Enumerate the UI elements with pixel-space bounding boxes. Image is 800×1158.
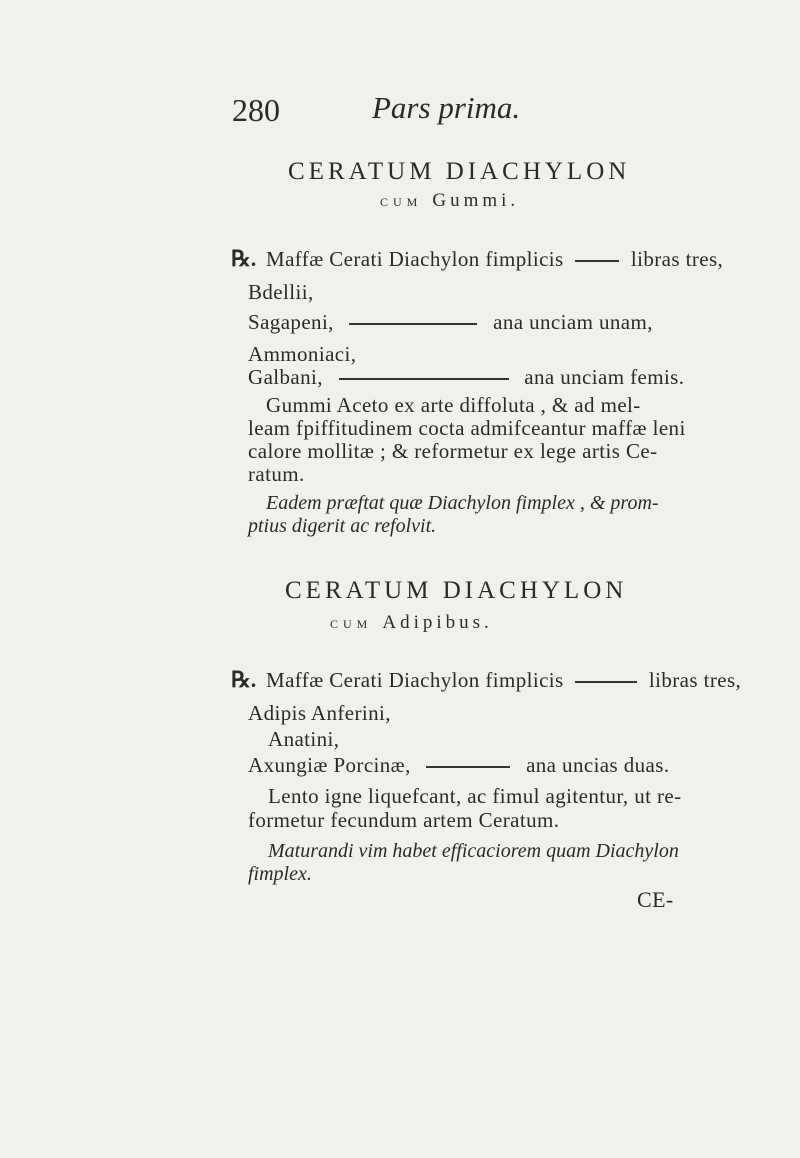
ingredient-name: Sagapeni, (248, 310, 334, 334)
running-title: Pars prima. (372, 90, 521, 125)
ingredient-qty: libras tres, (630, 247, 724, 271)
ingredient-2-3: Anatini, (268, 727, 340, 751)
section2-subtitle-cum: CUM (330, 617, 373, 631)
section1-title: CERATUM DIACHYLON (288, 158, 631, 185)
dash (426, 766, 510, 768)
ingredient-qty: libras tres, (648, 668, 742, 692)
ingredient-2-2: Adipis Anferini, (248, 701, 391, 725)
section1-subtitle-word: Gummi. (432, 190, 520, 211)
instruction-2-line-1: Lento igne liquefcant, ac fimul agitentur, ut re- (268, 784, 682, 808)
page-number: 280 (232, 92, 280, 128)
ingredient-name: Maffæ Cerati Diachylon fimplicis (266, 668, 564, 692)
instruction-1-line-1: Gummi Aceto ex arte diffoluta , & ad mel- (266, 393, 641, 417)
ingredient-name: Maffæ Cerati Diachylon fimplicis (266, 247, 564, 271)
ingredient-qty: ana unciam femis. (524, 365, 685, 389)
note-2-line-2: fimplex. (248, 863, 312, 885)
ingredient-1-3 (248, 310, 653, 335)
recipe-symbol-1: ℞. (231, 246, 257, 271)
catchword: CE- (637, 887, 674, 912)
section1-subtitle-cum: CUM (380, 195, 423, 209)
dash (575, 260, 619, 262)
note-1-line-1: Eadem præftat quæ Diachylon fimplex , & prom- (266, 492, 659, 514)
ingredient-1-4: Ammoniaci, (248, 342, 357, 366)
dash (349, 323, 477, 325)
dash (575, 681, 637, 683)
instruction-1-line-2: leam fpiffitudinem cocta admifceantur maffæ leni (248, 416, 686, 440)
ingredient-2-4 (248, 753, 670, 778)
note-2-line-1: Maturandi vim habet efficaciorem quam Diachylon (268, 840, 679, 862)
recipe-symbol-2: ℞. (231, 667, 257, 692)
ingredient-1-2: Bdellii, (248, 280, 314, 304)
ingredient-2-1 (266, 668, 741, 693)
section2-title: CERATUM DIACHYLON (285, 577, 628, 604)
section1-subtitle (380, 190, 519, 212)
instruction-1-line-4: ratum. (248, 462, 305, 486)
instruction-1-line-3: calore mollitæ ; & reformetur ex lege artis Ce- (248, 439, 658, 463)
section2-subtitle-word: Adipibus. (382, 612, 493, 633)
ingredient-name: Axungiæ Porcinæ, (248, 753, 411, 777)
instruction-2-line-2: formetur fecundum artem Ceratum. (248, 808, 560, 832)
ingredient-qty: ana unciam unam, (493, 310, 653, 334)
ingredient-1-5 (248, 365, 684, 390)
ingredient-name: Galbani, (248, 365, 323, 389)
dash (339, 378, 509, 380)
ingredient-1-1 (266, 247, 723, 272)
section2-subtitle (330, 612, 493, 634)
ingredient-qty: ana uncias duas. (526, 753, 670, 777)
note-1-line-2: ptius digerit ac refolvit. (248, 515, 437, 537)
